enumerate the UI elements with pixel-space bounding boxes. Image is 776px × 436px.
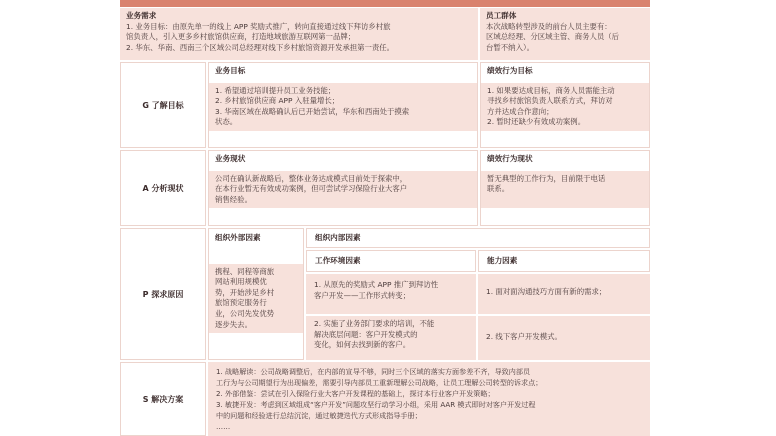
g-business-goal-line: 状态。 [215,117,238,127]
p-ability-factor-header [478,250,650,272]
p-env-factor-2-cell [306,316,476,360]
g-performance-goal-line: 方并达成合作意向； [487,106,554,116]
staff-group-line: 区域总经理、分区域主管、商务人员（后 [486,32,620,42]
s-solution-line: 3. 敏捷开发：考虑到区域组成“客户开发”问题攻坚行动学习小组，采用 AAR 模式即时对客户开发过程 [216,400,536,409]
g-performance-goal-line: 寻找乡村旅馆负责人联系方式，拜访对 [487,96,613,106]
p-env-factor-title: 工作环境因素 [315,256,361,265]
row-label-g: G 了解目标 [120,62,206,148]
a-performance-status-title: 绩效行为现状 [487,154,533,163]
row-label-s: S 解决方案 [120,362,206,436]
s-solution-line: 中的问题和经验进行总结沉淀，通过敏捷迭代方式形成指导手册； [216,411,422,420]
p-external-factor-line: 业，公司先发优势 [215,308,275,318]
p-external-factor-cell [208,228,304,360]
top-accent-bar [120,0,650,7]
staff-group-title: 员工群体 [486,11,517,20]
s-solution-line: 1. 战略解读：公司战略调整后，在内部的宣导不够，同时三个区域的落实方面参差不齐，导致内部员 [216,367,531,376]
p-ability-factor-line: 2. 线下客户开发模式。 [486,332,562,341]
g-performance-goal-line: 1. 如果要达成目标，商务人员需能主动 [487,85,615,95]
business-need-cell [120,8,478,60]
p-external-factor-line: 势，开始涉足乡村 [215,287,275,297]
p-env-factor-line: 1. 从原先的奖励式 APP 推广到拜访性 [314,280,439,289]
business-need-line: 2. 华东、华南、西南三个区域公司总经理对线下乡村旅馆资源开发承担第一责任。 [126,42,395,52]
g-performance-goal-cell [480,62,650,148]
p-env-factor-header [306,250,476,272]
a-performance-status-line: 暂无典型的工作行为，目前限于电话 [487,173,606,183]
p-env-factor-line: 2. 实施了业务部门要求的培训，不能 [314,319,435,328]
a-business-status-cell [208,150,478,226]
p-env-factor-line: 变化，如何去找到新的客户。 [314,340,411,350]
row-label-a: A 分析现状 [120,150,206,226]
g-performance-goal-line: 2. 暂时还缺少有效成功案例。 [487,117,586,127]
g-business-goal-line: 1. 希望通过培训提升员工业务技能； [215,85,336,95]
s-solution-line: 2. 外部借鉴：尝试在引入保险行业大客户开发课程的基础上，探讨本行业客户开发策略； [216,389,495,398]
g-business-goal-cell [208,62,478,148]
business-need-line: 1. 业务目标：由原先单一的线上 APP 奖励式推广，转向直接通过线下拜访乡村旅 [126,21,391,31]
a-business-status-line: 公司在确认新战略后，整体业务达成模式目前处于探索中， [215,173,408,183]
p-ability-factor-line: 1. 面对面沟通技巧方面有新的需求； [486,287,607,296]
p-ability-factor-title: 能力因素 [487,256,518,265]
row-label-p: P 探求原因 [120,228,206,360]
staff-group-cell [480,8,650,60]
a-business-status-line: 在本行业暂无有效成功案例，但可尝试学习保险行业大客户 [215,184,408,194]
p-internal-factor-title: 组织内部因素 [315,233,361,242]
p-external-factor-line: 逐步失去。 [215,319,252,329]
p-ability-factor-2-cell [478,316,650,360]
a-business-status-title: 业务现状 [215,154,246,163]
g-business-goal-line: 2. 乡村旅馆供应商 APP 入驻量增长； [215,96,340,106]
business-need-line: 馆负责人，引入更多乡村旅馆供应商，打造地域旅游互联网第一品牌； [126,32,356,42]
p-env-factor-1-cell [306,274,476,314]
p-internal-factor-header [306,228,650,248]
g-performance-goal-title: 绩效行为目标 [487,66,533,75]
a-business-status-line: 销售经验。 [215,194,252,204]
p-env-factor-line: 客户开发——工作形式转变； [314,290,411,300]
s-solution-line: 工行为与公司期望行为出现偏差，需要引导内部员工重新理解公司战略，让员工理解公司转型的诉求点； [216,378,543,387]
a-performance-status-line: 联系。 [487,184,510,194]
staff-group-line: 台暂不纳入）。 [486,42,535,52]
document-table [120,0,650,436]
staff-group-line: 本次战略转型涉及的前台人员主要有： [486,21,612,31]
p-external-factor-line: 旅馆预定服务行 [215,298,267,308]
p-ability-factor-1-cell [478,274,650,314]
a-performance-status-cell [480,150,650,226]
g-business-goal-line: 3. 华南区域在战略确认后已开始尝试，华东和西南处于摸索 [215,106,410,116]
p-external-factor-title: 组织外部因素 [215,233,261,242]
p-env-factor-line: 解决底层问题：客户开发模式的 [314,329,418,339]
p-external-factor-line: 网站利用规模优 [215,277,267,287]
s-solution-cell [208,362,650,436]
g-business-goal-title: 业务目标 [215,66,246,75]
p-external-factor-line: 携程、同程等商旅 [215,266,275,276]
business-need-title: 业务需求 [126,11,157,20]
s-solution-line: …… [216,422,231,431]
